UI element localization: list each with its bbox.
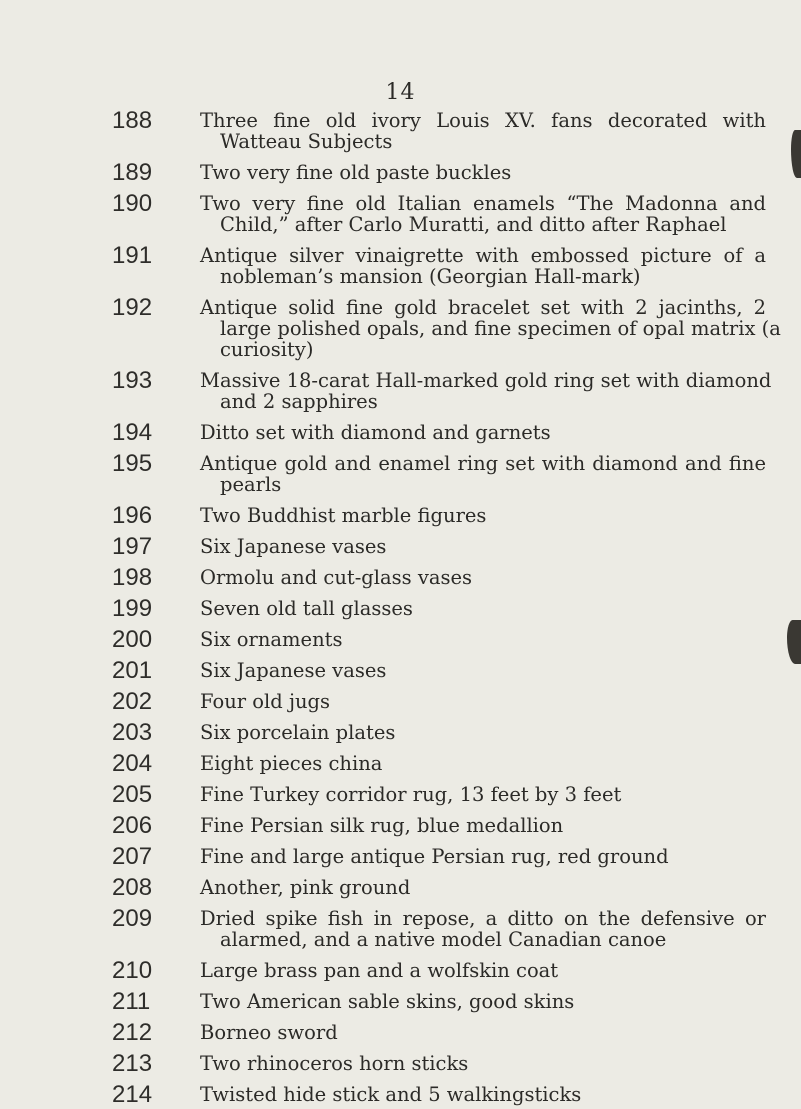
lot-description-line: Twisted hide stick and 5 walkingsticks (200, 1083, 582, 1106)
lot-description (200, 567, 766, 588)
lot-number: 194 (112, 419, 153, 446)
lot-description (200, 960, 766, 981)
lot-description-line: Massive 18-carat Hall-marked gold ring set with diamond (200, 369, 772, 392)
lot-description-line: Two rhinoceros horn sticks (200, 1052, 469, 1075)
lot-description-line: Fine Turkey corridor rug, 13 feet by 3 feet (200, 783, 622, 806)
lot-number: 214 (112, 1081, 153, 1108)
lot-description (200, 110, 766, 152)
lot-description-line: curiosity) (220, 338, 314, 361)
lot-number: 213 (112, 1050, 153, 1077)
lot-description (200, 660, 766, 681)
lot-description-line: Two Buddhist marble figures (200, 504, 487, 527)
lot-description-line: Large brass pan and a wolfskin coat (200, 959, 559, 982)
lot-number: 202 (112, 688, 153, 715)
page-number: 14 (385, 80, 416, 105)
lot-number: 211 (112, 988, 151, 1015)
lot-description (200, 162, 766, 183)
lot-number: 190 (112, 190, 153, 217)
lot-description (200, 422, 766, 443)
lot-number: 199 (112, 595, 153, 622)
lot-description (200, 784, 766, 805)
lot-number: 197 (112, 533, 153, 560)
lot-description-line: Two very fine old Italian enamels “The Madonna and (200, 192, 766, 215)
lot-number: 204 (112, 750, 153, 777)
lot-description (200, 245, 766, 287)
lot-description-line: Fine and large antique Persian rug, red ground (200, 845, 669, 868)
lot-number: 195 (112, 450, 153, 477)
lot-number: 192 (112, 294, 153, 321)
lot-description (200, 536, 766, 557)
lot-description-line: Eight pieces china (200, 752, 383, 775)
lot-description (200, 629, 766, 650)
lot-description (200, 908, 766, 950)
lot-number: 188 (112, 107, 153, 134)
lot-description-line: and 2 sapphires (220, 390, 378, 413)
lot-description-line: Antique solid fine gold bracelet set with 2 jacinths, 2 (200, 296, 766, 319)
lot-description-line: large polished opals, and fine specimen of opal matrix (a (220, 317, 781, 340)
lot-number: 193 (112, 367, 153, 394)
lot-description (200, 453, 766, 495)
lot-number: 200 (112, 626, 153, 653)
lot-description (200, 1053, 766, 1074)
lot-number: 191 (112, 242, 153, 269)
lot-description (200, 296, 781, 361)
lot-number: 208 (112, 874, 153, 901)
lot-description (200, 193, 766, 235)
lot-description (200, 815, 766, 836)
lot-description-line: Dried spike fish in repose, a ditto on the defensive or (200, 907, 766, 930)
lot-description-line: Two very fine old paste buckles (200, 161, 512, 184)
lot-description (200, 722, 766, 743)
lot-description (200, 991, 766, 1012)
lot-description (200, 753, 766, 774)
lot-number: 198 (112, 564, 153, 591)
lot-description-line: Fine Persian silk rug, blue medallion (200, 814, 564, 837)
lot-description (200, 369, 772, 413)
lot-number: 203 (112, 719, 153, 746)
lot-description (200, 877, 766, 898)
lot-description (200, 598, 766, 619)
page-edge-shadow-top (791, 130, 801, 178)
lot-description-line: alarmed, and a native model Canadian canoe (220, 928, 667, 951)
lot-description-line: Borneo sword (200, 1021, 338, 1044)
lot-description-line: Three fine old ivory Louis XV. fans decorated with (200, 109, 766, 132)
lot-number: 212 (112, 1019, 153, 1046)
lot-description-line: Antique gold and enamel ring set with diamond and fine (200, 452, 766, 475)
lot-number: 206 (112, 812, 153, 839)
lot-description-line: Child,” after Carlo Muratti, and ditto after Raphael (220, 213, 727, 236)
lot-description-line: Ormolu and cut-glass vases (200, 566, 473, 589)
lot-description-line: Four old jugs (200, 690, 331, 713)
lot-number: 210 (112, 957, 153, 984)
lot-description-line: nobleman’s mansion (Georgian Hall-mark) (220, 265, 641, 288)
lot-description-line: Six Japanese vases (200, 535, 387, 558)
lot-description-line: Six porcelain plates (200, 721, 396, 744)
lot-description-line: Another, pink ground (200, 876, 411, 899)
lot-description-line: Antique silver vinaigrette with embossed picture of a (200, 244, 766, 267)
lot-number: 209 (112, 905, 153, 932)
lot-number: 205 (112, 781, 153, 808)
lot-description-line: Two American sable skins, good skins (200, 990, 575, 1013)
lot-description (200, 691, 766, 712)
lot-description-line: Seven old tall glasses (200, 597, 413, 620)
lot-description-line: Six Japanese vases (200, 659, 387, 682)
lot-description (200, 846, 766, 867)
lot-description (200, 1022, 766, 1043)
lot-description (200, 505, 766, 526)
lot-description-line: Six ornaments (200, 628, 343, 651)
lot-description-line: Watteau Subjects (220, 130, 393, 153)
page-edge-shadow-bottom (787, 620, 801, 664)
lot-number: 207 (112, 843, 153, 870)
lot-description-line: Ditto set with diamond and garnets (200, 421, 551, 444)
lot-number: 201 (112, 657, 153, 684)
lot-description (200, 1084, 766, 1105)
lot-description-line: pearls (220, 473, 282, 496)
lot-number: 196 (112, 502, 153, 529)
lot-number: 189 (112, 159, 153, 186)
